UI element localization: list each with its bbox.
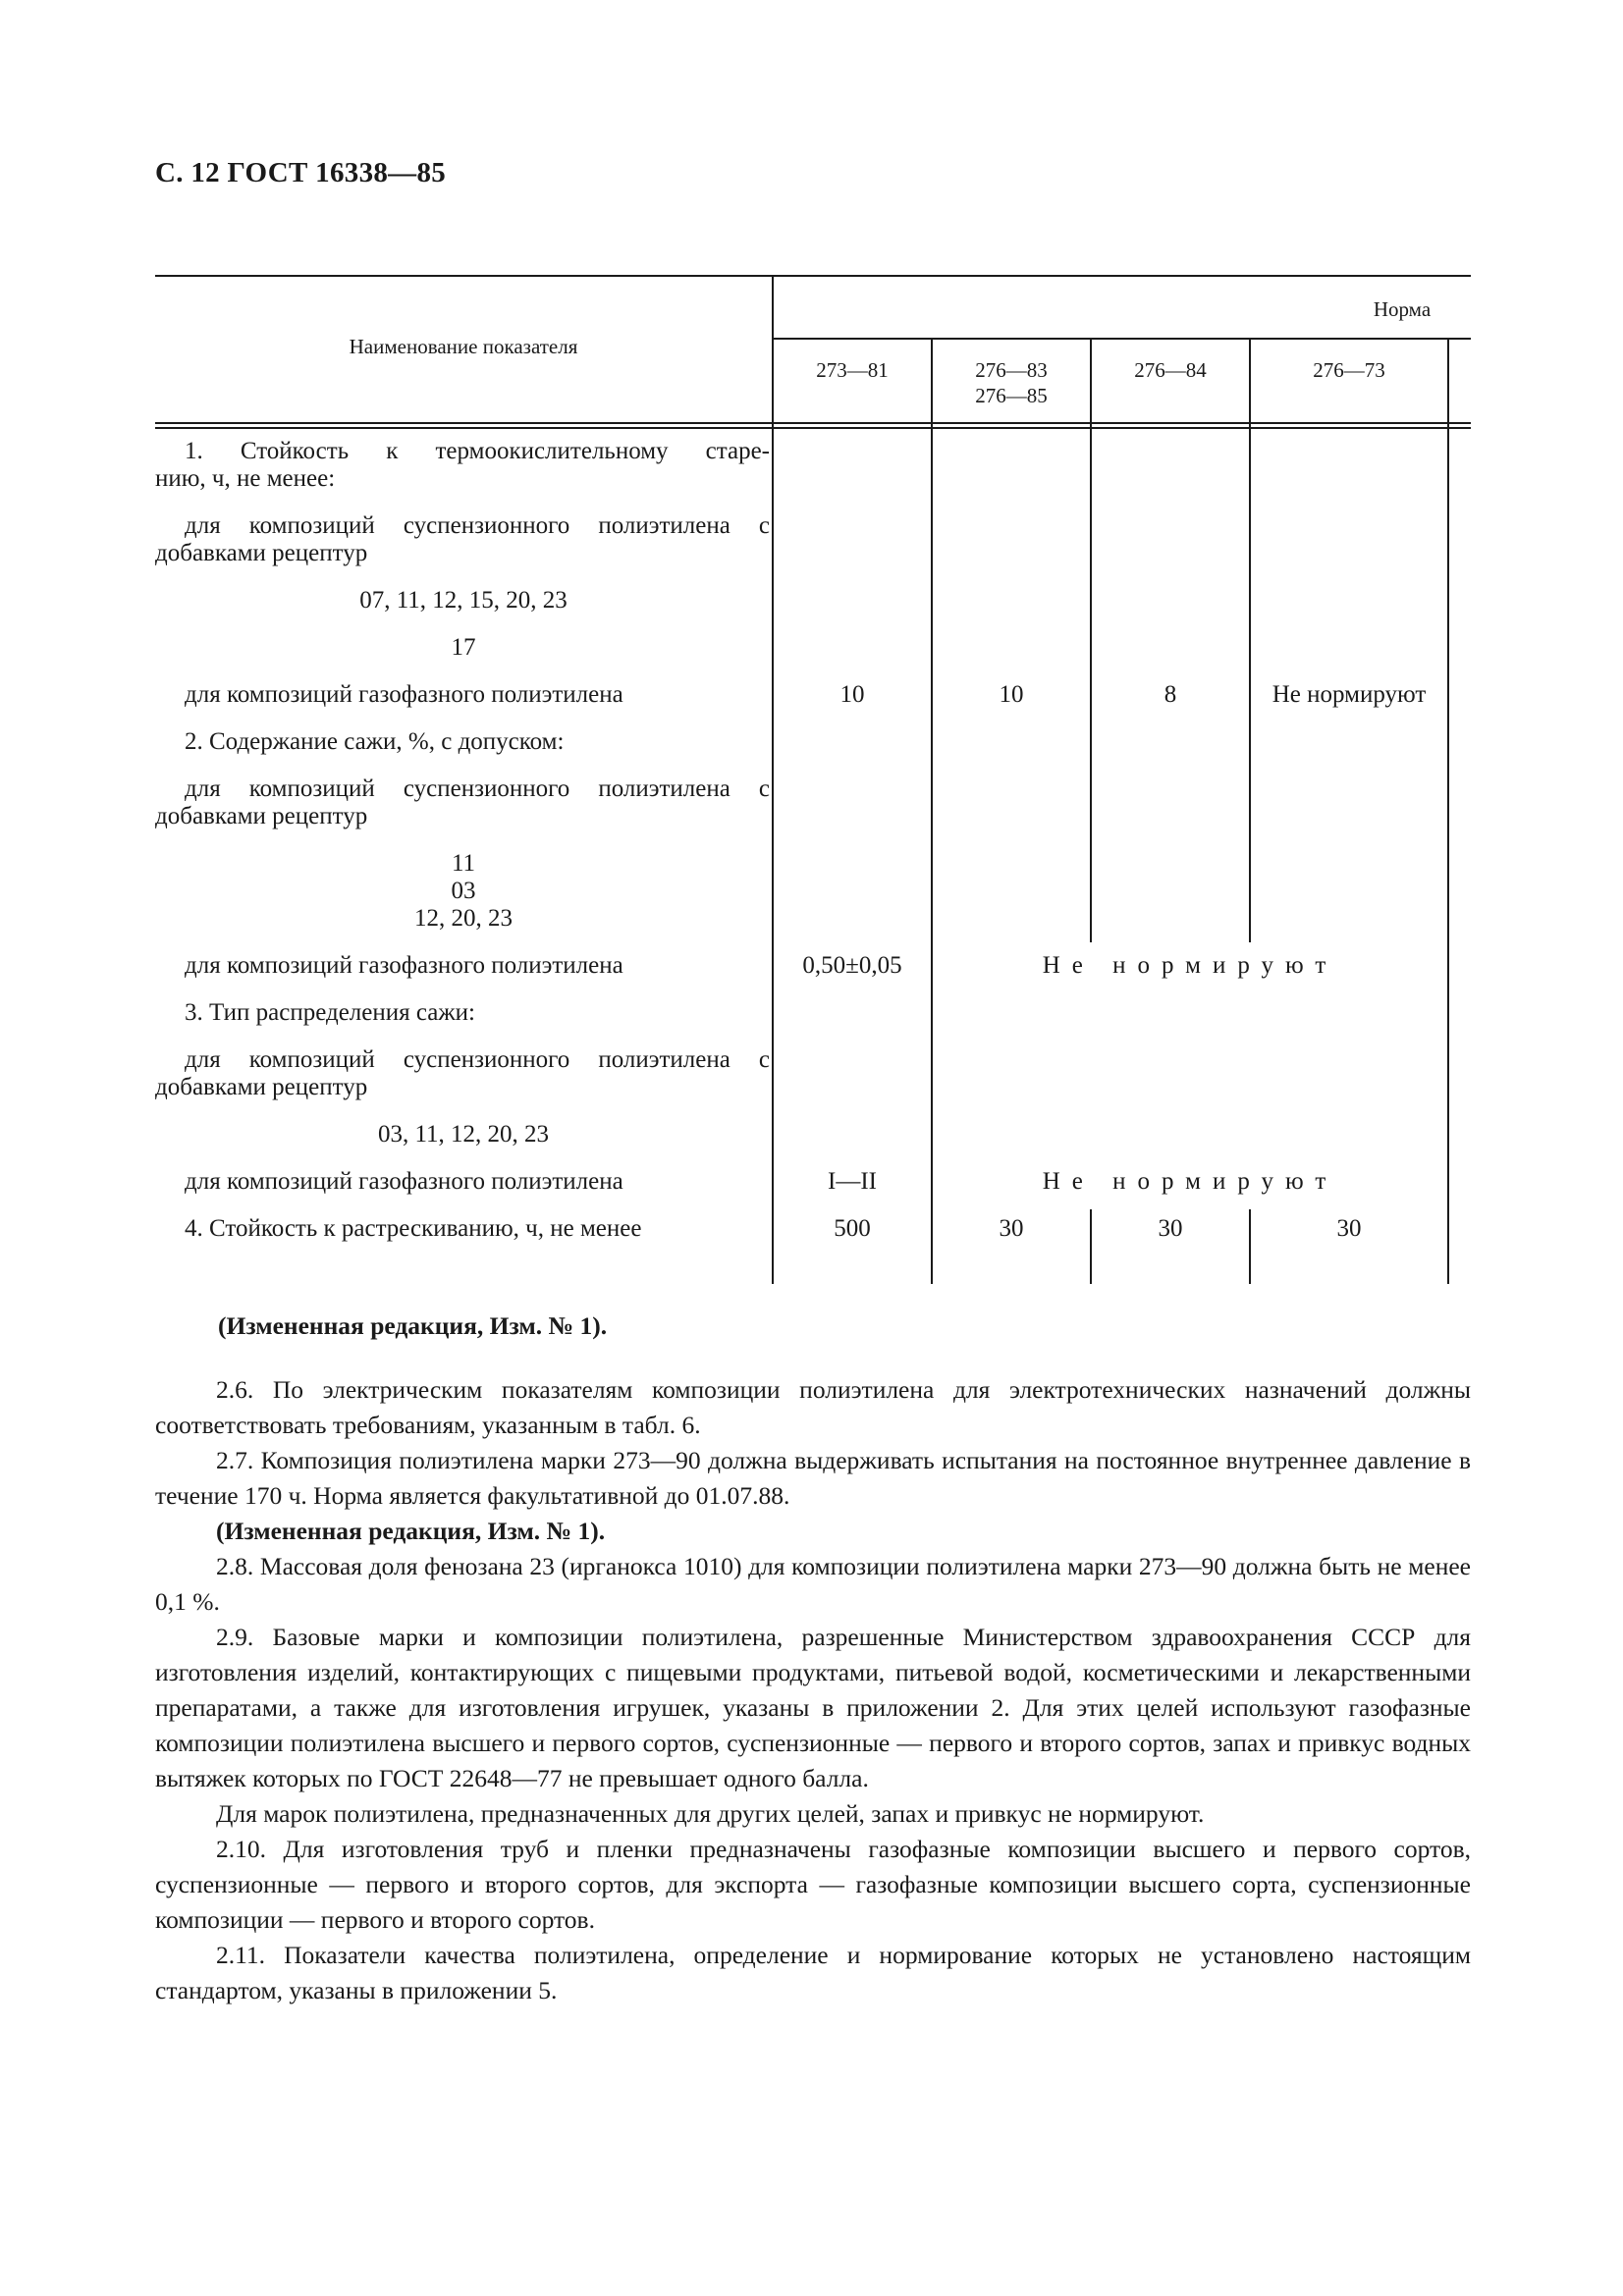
paragraph-2-7: 2.7. Композиция полиэтилена марки 273—90 должна выдерживать испытания на постоянное внутреннее давление в течение 170 ч. Норма является факультативной до 01.07.88. <box>155 1446 1471 1510</box>
col-header-276-73: 276—73 <box>1313 358 1385 382</box>
row2-susp-line1: для композиций суспензионного полиэтилена с <box>185 775 770 802</box>
paragraph-2-6: 2.6. По электрическим показателям композиции полиэтилена для электротехнических назначений должны соответствовать требованиям, указанным в табл. 6. <box>155 1375 1471 1439</box>
row2-code-1: 11 <box>451 850 476 877</box>
amendment-note: (Измененная редакция, Изм. № 1). <box>218 1311 608 1340</box>
row3-gas-label: для композиций газофазного полиэтилена <box>185 1168 623 1195</box>
col-header-273-81: 273—81 <box>816 358 889 382</box>
header-bottom-rule-2 <box>155 427 1471 429</box>
row1-gas-value-2: 10 <box>999 681 1024 708</box>
row1-codes-1: 07, 11, 12, 15, 20, 23 <box>359 587 568 614</box>
row1-codes-2: 17 <box>451 634 476 661</box>
col-name-header: Наименование показателя <box>349 335 578 358</box>
paragraph-2-9-cont: Для марок полиэтилена, предназначенных для других целей, запах и привкус не нормируют. <box>216 1799 1205 1828</box>
norms-table <box>155 275 1471 1284</box>
col-header-276-84: 276—84 <box>1134 358 1207 382</box>
col-divider-2a <box>1090 339 1092 942</box>
norm-header-rule <box>774 338 1471 340</box>
row1-gas-value-4: Не нормируют <box>1271 681 1427 708</box>
paragraph-2-9: 2.9. Базовые марки и композиции полиэтилена, разрешенные Министерством здравоохранения СССР для изготовления изделий, контактирующих с пищевыми продуктами, питьевой водой, косметическими и лекарственными препаратами, а также для изготовления игрушек, указаны в приложении 2. Для этих целей используют газофазные композиции полиэтилена высшего и первого сортов, суспензионные — первого и второго сортов, запах и привкус водных вытяжек которых по ГОСТ 22648—77 не превышает одного балла. <box>155 1623 1471 1792</box>
col-divider-4 <box>1447 339 1449 1284</box>
row3-susp-line2: добавками рецептур <box>155 1074 368 1100</box>
row1-gas-value-3: 8 <box>1163 681 1177 708</box>
paragraph-2-8: 2.8. Массовая доля фенозана 23 (ирганокса 1010) для композиции полиэтилена марки 273—90 должна быть не менее 0,1 %. <box>155 1552 1471 1616</box>
body-text <box>155 1372 1471 2008</box>
paragraph-2-11: 2.11. Показатели качества полиэтилена, определение и нормирование которых не установлено настоящим стандартом, указаны в приложении 5. <box>155 1941 1471 2004</box>
row1-susp-line1: для композиций суспензионного полиэтилена с <box>185 512 770 539</box>
row2-gas-value-1: 0,50±0,05 <box>802 952 902 979</box>
row3-gas-not-normed: Не нормируют <box>1042 1168 1338 1195</box>
amendment-note-2: (Измененная редакция, Изм. № 1). <box>216 1517 606 1545</box>
row2-code-2: 03 <box>451 878 476 904</box>
row2-code-3: 12, 20, 23 <box>414 905 513 932</box>
col-divider-name <box>772 275 774 1284</box>
col-header-276-83: 276—83 <box>975 358 1048 382</box>
row4-value-3: 30 <box>1158 1215 1183 1242</box>
row4-title: 4. Стойкость к растрескиванию, ч, не менее <box>185 1215 642 1242</box>
row1-susp-line2: добавками рецептур <box>155 540 368 566</box>
row2-gas-label: для композиций газофазного полиэтилена <box>185 952 623 979</box>
row1-gas-label: для композиций газофазного полиэтилена <box>185 681 623 708</box>
row2-susp-line2: добавками рецептур <box>155 803 368 829</box>
paragraph-2-10: 2.10. Для изготовления труб и пленки предназначены газофазные композиции высшего и первого сортов, суспензионные — первого и второго сортов, для экспорта — газофазные композиции высшего сорта, суспензионные композиции — первого и второго сортов. <box>155 1835 1471 1934</box>
row3-gas-value-1: I—II <box>828 1168 877 1195</box>
col-divider-3 <box>1249 339 1251 942</box>
page-header: С. 12 ГОСТ 16338—85 <box>155 157 447 188</box>
row2-gas-not-normed: Не нормируют <box>1042 952 1338 979</box>
row1-gas-value-1: 10 <box>839 681 865 708</box>
col-header-276-85: 276—85 <box>975 384 1048 407</box>
row3-susp-line1: для композиций суспензионного полиэтилена с <box>185 1046 770 1073</box>
row4-value-2: 30 <box>999 1215 1024 1242</box>
col-divider-1 <box>931 339 933 1284</box>
header-bottom-rule <box>155 422 1471 424</box>
row2-title: 2. Содержание сажи, %, с допуском: <box>185 728 565 755</box>
row4-value-1: 500 <box>834 1215 871 1242</box>
table-top-rule <box>155 275 1471 277</box>
row3-codes: 03, 11, 12, 20, 23 <box>377 1121 550 1148</box>
row1-title-line2: нию, ч, не менее: <box>155 465 336 492</box>
norm-header: Норма <box>1373 297 1432 321</box>
row1-title-line1: 1. Стойкость к термоокислительному старе- <box>185 438 770 464</box>
row4-value-4: 30 <box>1336 1215 1362 1242</box>
row3-title: 3. Тип распределения сажи: <box>185 999 475 1026</box>
